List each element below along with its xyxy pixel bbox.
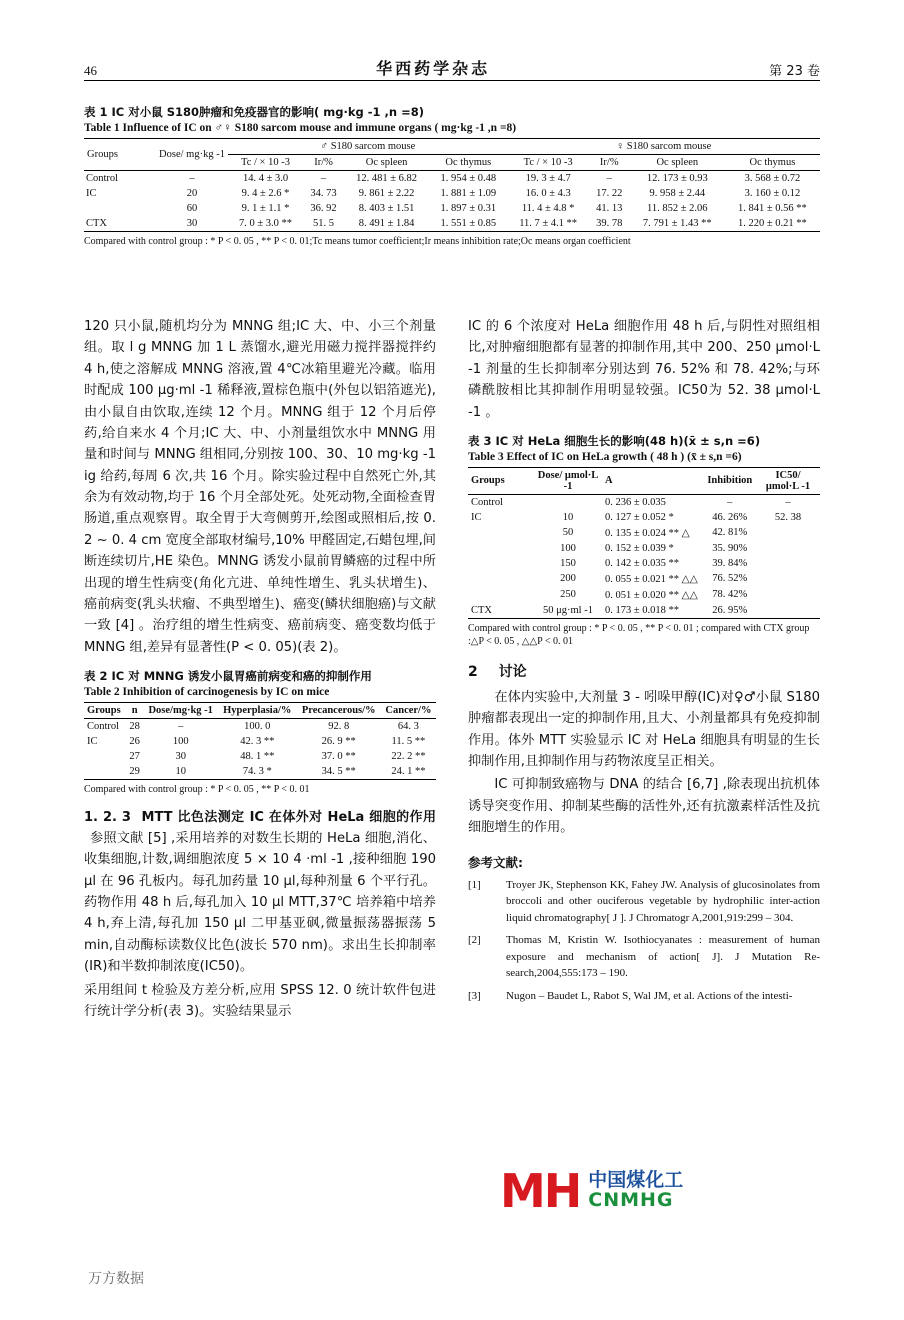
cell: 11. 7 ± 4.1 ** — [519, 218, 578, 229]
table-row — [84, 749, 436, 764]
table-row — [468, 587, 820, 603]
cell: 9. 958 ± 2.44 — [649, 188, 706, 199]
cell: 28 — [129, 721, 140, 732]
table1-sub-2: Oc spleen — [365, 157, 408, 168]
reference-text: Nugon – Baudet L, Rabot S, Wal JM, et al. Actions of the intesti- — [506, 989, 793, 1002]
cell: – — [178, 721, 184, 732]
cell: Control — [87, 721, 120, 732]
cnmhg-logo — [500, 1160, 750, 1222]
page-number: 46 — [84, 63, 97, 78]
table1-sub-3: Oc thymus — [445, 157, 492, 168]
cell: 1. 881 ± 1.09 — [440, 188, 497, 199]
reference-text: Troyer JK, Stephenson KK, Fahey JW. Analysis of glucosinolates from broccoli and other ouciferous vegetable by hydrophilic inter-action liquid chromatography[ J ]. J Chromatogr A,2001,919:299 – 304. — [506, 878, 820, 924]
table1-block — [84, 104, 820, 249]
table2 — [84, 702, 436, 780]
cell: 39. 84% — [712, 557, 748, 569]
table2-caption-cn: 表 2 IC 对 MNNG 诱发小鼠胃癌前病变和癌的抑制作用 — [84, 669, 372, 683]
watermark-wanfang: 万方数据 — [88, 1271, 144, 1287]
table1-dose-header: Dose/ mg·kg -1 — [159, 149, 225, 160]
cell: 30 — [186, 218, 198, 229]
cell: 1. 220 ± 0.21 ** — [738, 218, 807, 229]
cell: 1. 897 ± 0.31 — [440, 203, 497, 214]
left-subsection — [84, 807, 436, 978]
cell: 9. 861 ± 2.22 — [358, 188, 415, 199]
cell: 50 — [562, 527, 574, 539]
cell: 1. 841 ± 0.56 ** — [738, 203, 807, 214]
reference-item — [468, 988, 820, 1005]
cell: IC — [471, 511, 482, 523]
cell: 42. 81% — [712, 527, 748, 539]
cell: 0. 236 ± 0.035 — [605, 496, 666, 508]
table-row — [84, 186, 820, 201]
references-heading: 参考文献: — [468, 854, 523, 870]
table1-caption-cn: 表 1 IC 对小鼠 S180肿瘤和免疫器官的影响( mg·kg -1 ,n =8) — [84, 105, 424, 119]
left-paragraph-2: 参照文献 [5] ,采用培养的对数生长期的 HeLa 细胞,消化、收集细胞,计数,调细胞浓度 5 × 10 4 ·ml -1 ,接种细胞 190 μl 在 96 孔板内。每孔加药量 10 μl,每种剂量 6 个平行孔。药物作用 48 h 后,每孔加入 10 μl MTT,37℃ 培养箱中培养 4 h,弃上清,每孔加 150 μl 二甲基亚砜,微量振荡器振荡 5 min,自动酶标读数仪比色(波长 570 nm)。求出生长抑制率(IR)和半数抑制浓度(IC50)。 — [84, 830, 436, 975]
cell — [756, 541, 820, 556]
right-column — [468, 316, 820, 1010]
cell: 8. 491 ± 1.84 — [358, 218, 415, 229]
cell: 29 — [129, 766, 140, 777]
table1 — [84, 138, 820, 232]
cell: 9. 4 ± 2.6 * — [241, 188, 290, 199]
discussion-number: 2 — [468, 663, 478, 680]
table3-h0: Groups — [471, 475, 505, 487]
cell: 12. 173 ± 0.93 — [646, 173, 708, 184]
cell: 150 — [560, 557, 576, 569]
discussion-paragraph-2: IC 可抑制致癌物与 DNA 的结合 [6,7] ,除表现出抗机体诱导突变作用、抑制某些酶的活性外,还有抗激素样活性及抗细胞增生的作用。 — [468, 777, 820, 836]
cell: 7. 791 ± 1.43 ** — [642, 218, 712, 229]
cell: 34. 73 — [310, 188, 337, 199]
logo-mark-icon: MH — [500, 1164, 581, 1218]
header-rule — [84, 80, 820, 81]
reference-item — [468, 932, 820, 982]
cell — [468, 571, 534, 587]
cell: 20 — [186, 188, 198, 199]
cell: 60 — [186, 203, 198, 214]
table1-sub-4: Tc / × 10 -3 — [523, 157, 573, 168]
cell: 50 μg·ml -1 — [543, 604, 593, 616]
cell: 22. 2 ** — [391, 751, 426, 762]
cell — [756, 556, 820, 571]
cell: IC — [86, 188, 97, 199]
cell: Control — [471, 496, 504, 508]
table2-h3: Hyperplasia/% — [223, 705, 292, 716]
table2-h1: n — [131, 705, 138, 716]
reference-text: Thomas M, Kristin W. Isothiocyanates : measurement of human exposure and mechanism of action[ J]. J Mutation Re-search,2004,555:173 – 190. — [506, 934, 820, 979]
cell: 19. 3 ± 4.7 — [525, 173, 571, 184]
cell: 26 — [129, 736, 140, 747]
cell: Control — [86, 173, 119, 184]
cell: – — [785, 496, 791, 508]
table1-male-span: ♂ S180 sarcom mouse — [228, 139, 508, 155]
reference-number: [3] — [468, 989, 481, 1002]
table1-sub-6: Oc spleen — [656, 157, 699, 168]
cell: – — [727, 496, 733, 508]
cell — [468, 541, 534, 556]
cell: 36. 92 — [310, 203, 337, 214]
table2-caption-en: Table 2 Inhibition of carcinogenesis by IC on mice — [84, 686, 330, 698]
cell — [756, 525, 820, 541]
cell: – — [189, 173, 195, 184]
cell: 11. 4 ± 4.8 * — [521, 203, 575, 214]
table1-female-span: ♀ S180 sarcom mouse — [508, 139, 820, 155]
cell: CTX — [86, 218, 107, 229]
page-header — [84, 56, 820, 79]
cell: 100 — [560, 542, 576, 554]
cell — [84, 201, 156, 216]
cell: 1. 954 ± 0.48 — [440, 173, 497, 184]
discussion-heading — [468, 661, 820, 681]
table-row — [468, 603, 820, 619]
table-row — [468, 556, 820, 571]
cell — [534, 494, 602, 510]
table3 — [468, 467, 820, 619]
cell — [84, 749, 126, 764]
table1-sub-0: Tc / × 10 -3 — [241, 157, 290, 168]
table1-groups-header: Groups — [87, 149, 118, 160]
cell: 9. 1 ± 1.1 * — [241, 203, 290, 214]
cell: – — [606, 173, 612, 184]
table-row — [84, 734, 436, 749]
table-row — [84, 171, 820, 187]
cell: 200 — [560, 573, 576, 585]
table3-caption-cn: 表 3 IC 对 HeLa 细胞生长的影响(48 h)(x̄ ± s,n =6) — [468, 433, 761, 448]
cell: 0. 051 ± 0.020 ** △△ — [605, 589, 698, 601]
cell: 10 — [175, 766, 186, 777]
table3-note: Compared with control group : * P < 0. 05 , ** P < 0. 01 ; compared with CTX group :△P < 0. 05 , △△P < 0. 01 — [468, 622, 810, 648]
cell: 52. 38 — [774, 511, 802, 523]
table3-h3: Inhibition — [707, 475, 753, 487]
table3-caption-en: Table 3 Effect of IC on HeLa growth ( 48 h ) (x̄ ± s,n =6) — [468, 450, 742, 463]
cell: 16. 0 ± 4.3 — [525, 188, 571, 199]
cell: 41. 13 — [596, 203, 623, 214]
table-row — [468, 571, 820, 587]
table-row — [468, 541, 820, 556]
logo-text-en: CNMHG — [588, 1189, 674, 1211]
reference-number: [1] — [468, 878, 481, 891]
subsection-number: 1. 2. 3 — [84, 809, 131, 825]
table-row — [84, 216, 820, 232]
cell: 27 — [129, 751, 140, 762]
cell: 3. 568 ± 0.72 — [744, 173, 801, 184]
cell: 14. 4 ± 3.0 — [242, 173, 289, 184]
cell: 7. 0 ± 3.0 ** — [239, 218, 293, 229]
cell: 30 — [175, 751, 186, 762]
subsection-title: MTT 比色法测定 IC 在体外对 HeLa 细胞的作用 — [141, 809, 436, 825]
cell — [756, 603, 820, 619]
left-paragraph-1: 120 只小鼠,随机均分为 MNNG 组;IC 大、中、小三个剂量组。取 l g MNNG 加 1 L 蒸馏水,避光用磁力搅拌器搅拌约 4 h,使之溶解成 MNNG 溶液,置 4℃冰箱里避光冷藏。临用时配成 100 μg·ml -1 稀释液,置棕色瓶中(外包以铝箔遮光),由小鼠自由饮取,连续 12 个月。MNNG 组于 12 个月后停药,给自来水 4 个月;IC 大、中、小剂量组饮水中 MNNG 用量和时间与 MNNG 组相同,分别按 100、30、10 mg·kg -1 ig 给药,每周 6 次,共 16 个月。除实验过程中自然死亡外,其余为有效动物,均于 16 个月全部处死。处死动物,全面检查胃肠道,重点观察胃。取全胃于大弯侧剪开,绘图或照相后,按 0. 2 ~ 0. 4 cm 宽度全部取材编号,10% 甲醛固定,石蜡包埋,间断连续切片,HE 染色。MNNG 诱发小鼠前胃鳞癌的过程中所出现的增生性病变(角化亢进、单纯性增生、乳头状增生)、癌前病变(乳头状瘤、不典型增生)、癌变(鳞状细胞癌)与文献一致 [4] 。治疗组的增生性病变、癌前病变、癌变数均低于 MNNG 组,差异有显著性(P < 0. 05)(表 2)。 — [84, 319, 436, 655]
cell: 17. 22 — [596, 188, 623, 199]
table2-h2: Dose/mg·kg -1 — [148, 705, 213, 716]
cell: 0. 135 ± 0.024 ** △ — [605, 527, 690, 539]
cell — [756, 571, 820, 587]
cell: 26. 95% — [712, 604, 748, 616]
cell: 24. 1 ** — [391, 766, 426, 777]
cell: 250 — [560, 589, 576, 601]
table-row — [84, 764, 436, 780]
table1-sub-1: Ir/% — [314, 157, 333, 168]
table2-note: Compared with control group : * P < 0. 05 , ** P < 0. 01 — [84, 784, 310, 795]
cell: 8. 403 ± 1.51 — [358, 203, 415, 214]
volume-label: 第 23 卷 — [769, 64, 820, 79]
table-row — [84, 719, 436, 735]
cell: 12. 481 ± 6.82 — [356, 173, 418, 184]
cell — [468, 556, 534, 571]
cell: CTX — [471, 604, 492, 616]
cell: 26. 9 ** — [321, 736, 356, 747]
table2-h4: Precancerous/% — [301, 705, 376, 716]
cell — [468, 525, 534, 541]
table1-sub-7: Oc thymus — [749, 157, 796, 168]
cell: 92. 8 — [328, 721, 350, 732]
cell: 1. 551 ± 0.85 — [440, 218, 497, 229]
cell — [84, 764, 126, 780]
cell: 37. 0 ** — [321, 751, 356, 762]
cell: 11. 5 ** — [391, 736, 426, 747]
table3-block — [468, 433, 820, 649]
journal-title: 华西药学杂志 — [376, 59, 491, 78]
cell: 10 — [562, 511, 574, 523]
cell: – — [320, 173, 327, 184]
cell: 48. 1 ** — [240, 751, 275, 762]
table-row — [84, 201, 820, 216]
cell: 74. 3 * — [242, 766, 272, 777]
cell: 3. 160 ± 0.12 — [744, 188, 801, 199]
cell: 100. 0 — [244, 721, 271, 732]
table1-note: Compared with control group : * P < 0. 05 , ** P < 0. 01;Tc means tumor coefficient;Ir means inhibition rate;Oc means organ coefficient — [84, 236, 631, 247]
left-paragraph-3: 采用组间 t 检验及方差分析,应用 SPSS 12. 0 统计软件包进行统计学分析(表 3)。实验结果显示 — [84, 982, 436, 1019]
reference-item — [468, 877, 820, 927]
cell — [756, 587, 820, 603]
cell: 39. 78 — [596, 218, 623, 229]
right-paragraph-1: IC 的 6 个浓度对 HeLa 细胞作用 48 h 后,与阴性对照组相比,对肿瘤细胞都有显著的抑制作用,其中 200、250 μmol·L -1 剂量的生长抑制率分别达到 76. 52% 和 78. 42%;与环磷酰胺相比其抑制作用明显较强。IC50为 52. 38 μmol·L -1 。 — [468, 319, 820, 420]
table2-h0: Groups — [87, 705, 121, 716]
table3-h4: IC50/ μmol·L -1 — [765, 469, 811, 492]
left-column — [84, 316, 436, 1022]
table3-h1: Dose/ μmol·L -1 — [537, 469, 599, 492]
cell: 100 — [172, 736, 189, 747]
table-row — [468, 510, 820, 525]
table-row — [468, 525, 820, 541]
cell: 0. 173 ± 0.018 ** — [605, 604, 680, 616]
table3-h2: A — [605, 475, 613, 487]
discussion-title: 讨论 — [498, 663, 527, 680]
cell: 64. 3 — [397, 721, 419, 732]
cell: 0. 055 ± 0.021 ** △△ — [605, 573, 698, 585]
table2-block — [84, 668, 436, 797]
table-row — [468, 494, 820, 510]
cell: 0. 127 ± 0.052 * — [605, 511, 674, 523]
cell: 0. 152 ± 0.039 * — [605, 542, 674, 554]
cell: 76. 52% — [712, 573, 748, 585]
cell: 42. 3 ** — [240, 736, 275, 747]
cell — [468, 587, 534, 603]
discussion-paragraph-1: 在体内实验中,大剂量 3 - 吲哚甲醇(IC)对♀♂小鼠 S180肿瘤都表现出一定的抑制作用,且大、小剂量都具有免疫抑制作用。体外 MTT 实验显示 IC 对 HeLa 细胞具有明显的生长抑制作用,且抑制作用与药物浓度呈正相关。 — [468, 689, 820, 769]
table1-sub-5: Ir/% — [599, 157, 619, 168]
reference-number: [2] — [468, 934, 481, 946]
cell: 35. 90% — [712, 542, 748, 554]
cell: 51. 5 — [313, 218, 335, 229]
table1-caption-en: Table 1 Influence of IC on ♂♀ S180 sarcom mouse and immune organs ( mg·kg -1 ,n =8) — [84, 122, 517, 134]
table2-h5: Cancer/% — [385, 705, 432, 716]
cell: 11. 852 ± 2.06 — [647, 203, 708, 214]
cell: 46. 26% — [712, 511, 748, 523]
cell: 78. 42% — [712, 589, 748, 601]
cell: 34. 5 ** — [321, 766, 356, 777]
cell: 0. 142 ± 0.035 ** — [605, 557, 680, 569]
cell: IC — [87, 736, 98, 747]
logo-text-cn: 中国煤化工 — [588, 1169, 684, 1192]
